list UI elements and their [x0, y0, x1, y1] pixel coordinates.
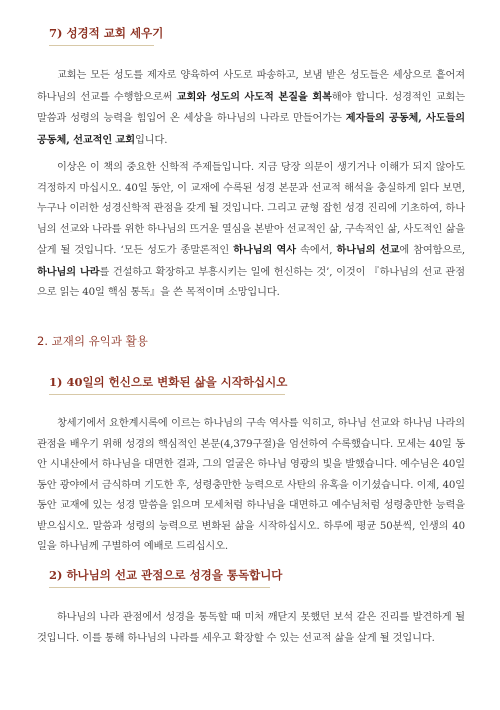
paragraph-themes-bold-1: 하나님의 역사 [233, 244, 297, 256]
section-heading-2-text: 2. 교재의 유익과 활용 [37, 334, 148, 348]
paragraph-themes-bold-3: 하나님의 나라 [37, 265, 100, 278]
paragraph-themes-bold-2: 하나님의 선교 [336, 244, 400, 256]
paragraph-themes-text-e: 를 건설하고 확장하고 부흥시키는 일에 헌신하는 것’, 이것이 『하나님의 선교 관점으로 읽는 40일 핵심 통독』을 쓴 목적이며 소망입니다. [37, 266, 465, 298]
paragraph-church-bold-1: 교회와 성도의 사도적 본질을 회복 [176, 90, 332, 103]
subsection-heading-1-text: 1) 40일의 헌신으로 변화된 삶을 시작하십시오 [49, 375, 288, 389]
paragraph-mission-view-text: 하나님의 나라 관점에서 성경을 통독할 때 미처 깨닫지 못했던 보석 같은 진리를 발견하게 될 것입니다. 이를 통해 하나님의 나라를 세우고 확장할 수 있는 선교적 삶을 살게 될 것입니다. [37, 612, 465, 644]
paragraph-40-days-text: 창세기에서 요한계시록에 이르는 하나님의 구속 역사를 익히고, 하나님 선교와 하나님 나라의 관점을 배우기 위해 성경의 핵심적인 본문(4,379구절)을 엄선하여 수록했습니다. 모세는 40일 동안 시내산에서 하나님을 대면한 결과, 그의 얼굴은 하나님 영광의 빛을 발했습니다. 예수님은 40일 동안 광야에서 금식하며 기도한 후, 성령충만한 능력으로 사탄의 유혹을 이기셨습니다. 이제, 40일 동안 교재에 있는 성경 말씀을 읽으며 모세처럼 하나님을 대면하고 예수님처럼 성령충만한 능력을 받으십시오. 말씀과 성령의 능력으로 변화된 삶을 시작하십시오. 하루에 평균 50분씩, 인생의 40일을 하나님께 구별하여 예배로 드리십시오. [37, 418, 465, 552]
subsection-heading-2 [49, 568, 283, 588]
subsection-heading-7-text: 7) 성경적 교회 세우기 [49, 26, 164, 40]
paragraph-themes-text-d: 에 참여함으로, [399, 245, 465, 256]
section-heading-2 [37, 334, 148, 348]
paragraph-church-text-c: 해야 합니다. 성경적인 교회는 말씀과 성령의 능력을 힘입어 온 세상을 하나님의 나라로 만들어가는 [37, 91, 465, 124]
subsection-heading-1 [49, 375, 288, 395]
paragraph-church-text-a: 교회는 모든 성도를 제자로 양육하여 사도로 파송하고, 보냄 받은 성도들은 세상으로 흩어져 하나님의 선교를 수행함으로써 [37, 70, 465, 103]
paragraph-mission-view [37, 608, 465, 649]
paragraph-themes [37, 158, 465, 304]
paragraph-themes-text-a: 이상은 이 책의 중요한 신학적 주제들입니다. 지금 당장 의문이 생기거나 이해가 되지 않아도 걱정하지 마십시오. 40일 동안, 이 교재에 수록된 성경 본문과 선교적 해석을 충실하게 읽다 보면, 누구나 이러한 성경신학적 관점을 갖게 될 것입니다. 그리고 균형 잡힌 성경 진리에 기초하여, 하나님의 선교와 나라를 위한 하나님의 뜨거운 열심을 본받아 선교적인 삶, 구속적인 삶, 사도적인 삶을 살게 될 것입니다. ‘모든 성도가 종말론적인 [37, 162, 465, 256]
subsection-heading-7 [49, 26, 164, 46]
paragraph-themes-text-c: 속에서, [296, 245, 337, 256]
paragraph-church [37, 66, 465, 151]
paragraph-church-text-d: 입니다. [135, 134, 168, 146]
paragraph-church-bold-2: 제자들의 공동체, 사도들의 공동체, 선교적인 교회 [37, 112, 466, 146]
subsection-heading-2-text: 2) 하나님의 선교 관점으로 성경을 통독합니다 [49, 568, 283, 582]
paragraph-40-days [37, 414, 465, 558]
